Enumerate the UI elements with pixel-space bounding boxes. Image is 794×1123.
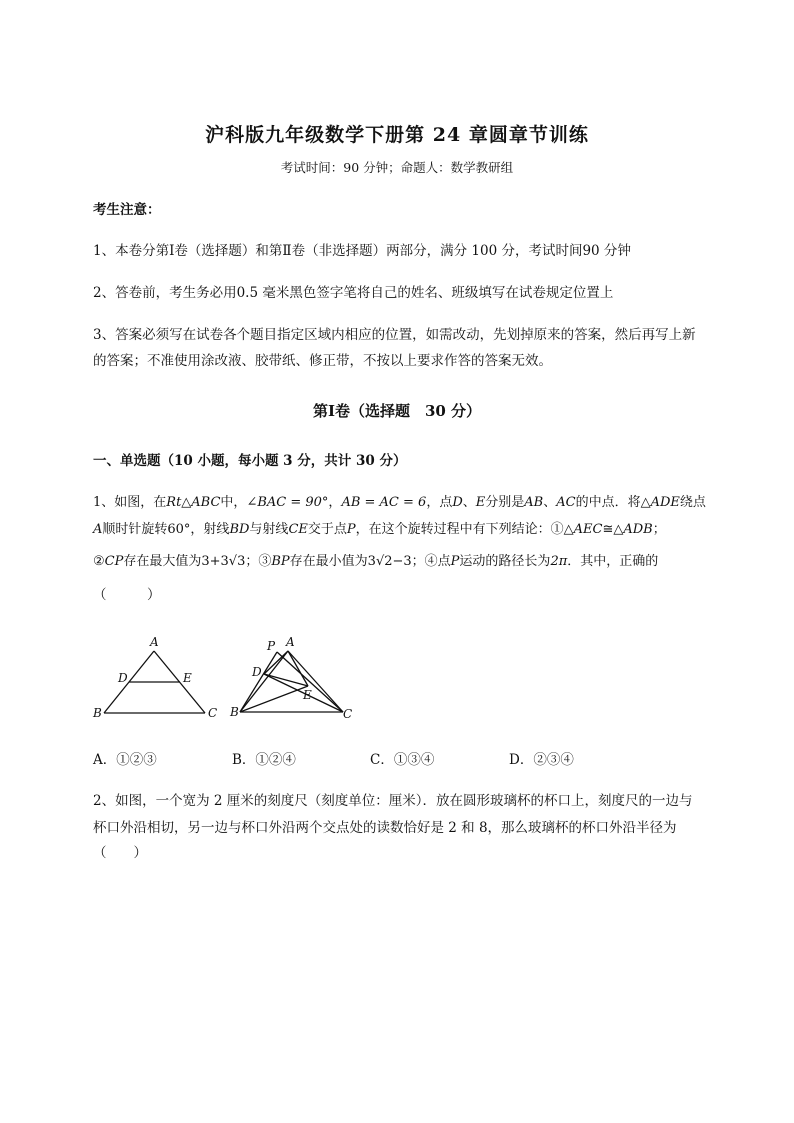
label-a: A [150, 635, 159, 649]
notice-heading: 考生注意： [93, 202, 161, 218]
notice-item-3-cont: 的答案；不准使用涂改液、胶带纸、修正带，不按以上要求作答的答案无效。 [93, 353, 552, 369]
q1-answer-blank: （ ） [93, 587, 161, 603]
q1-line-1: 1、如图，在Rt△ABC中，∠BAC = 90°，AB = AC = 6，点D、E分别是AB、AC的中点．将△ADE绕点 [93, 495, 706, 510]
section-title: 第Ⅰ卷（选择题 30 分） [312, 402, 482, 420]
label-c: C [208, 706, 218, 720]
notice-item-2: 2、答卷前，考生务必用0.5 毫米黑色签字笔将自己的姓名、班级填写在试卷规定位置上 [93, 285, 614, 301]
q1-option-a[interactable]: A．①②③ [93, 752, 157, 768]
exam-info: 考试时间：90 分钟；命题人：数学教研组 [280, 160, 514, 175]
label-d: D [252, 665, 262, 679]
label-b: B [93, 706, 102, 720]
label-d: D [118, 671, 128, 685]
part-title: 一、单选题（10 小题，每小题 3 分，共计 30 分） [93, 453, 407, 469]
label-a: A [286, 635, 295, 649]
page-title: 沪科版九年级数学下册第 24 章圆章节训练 [205, 124, 589, 146]
q1-figure-right [228, 630, 363, 725]
label-e: E [183, 671, 192, 685]
ray-ce [277, 652, 343, 712]
q1-option-d[interactable]: D．②③④ [509, 752, 574, 768]
label-e: E [303, 688, 312, 702]
segment-ac [288, 651, 343, 712]
q1-option-b[interactable]: B．①②④ [232, 752, 296, 768]
notice-item-3: 3、答案必须写在试卷各个题目指定区域内相应的位置，如需改动，先划掉原来的答案，然后再写上新 [93, 327, 696, 343]
label-b: B [230, 705, 239, 719]
q2-line-2: 杯口外沿相切，另一边与杯口外沿两个交点处的读数恰好是 2 和 8，那么玻璃杯的杯口外沿半径为 [93, 820, 677, 836]
q1-option-c[interactable]: C．①③④ [370, 752, 435, 768]
q1-line-2: A顺时针旋转60°，射线BD与射线CE交于点P，在这个旋转过程中有下列结论：①△AEC≅△ADB； [93, 522, 666, 537]
label-c: C [343, 707, 353, 721]
notice-item-1: 1、本卷分第Ⅰ卷（选择题）和第Ⅱ卷（非选择题）两部分，满分 100 分，考试时间90 分钟 [93, 243, 631, 259]
ray-bd [240, 652, 277, 712]
label-p: P [267, 639, 276, 653]
q2-line-1: 2、如图，一个宽为 2 厘米的刻度尺（刻度单位：厘米）．放在圆形玻璃杯的杯口上，刻度尺的一边与 [93, 793, 693, 809]
q1-figure-left [88, 630, 228, 725]
q1-line-3: ②CP存在最大值为3+3√3；③BP存在最小值为3√2−3；④点P运动的路径长为2π．其中，正确的 [93, 554, 659, 569]
q2-answer-blank: （ ） [93, 845, 147, 861]
